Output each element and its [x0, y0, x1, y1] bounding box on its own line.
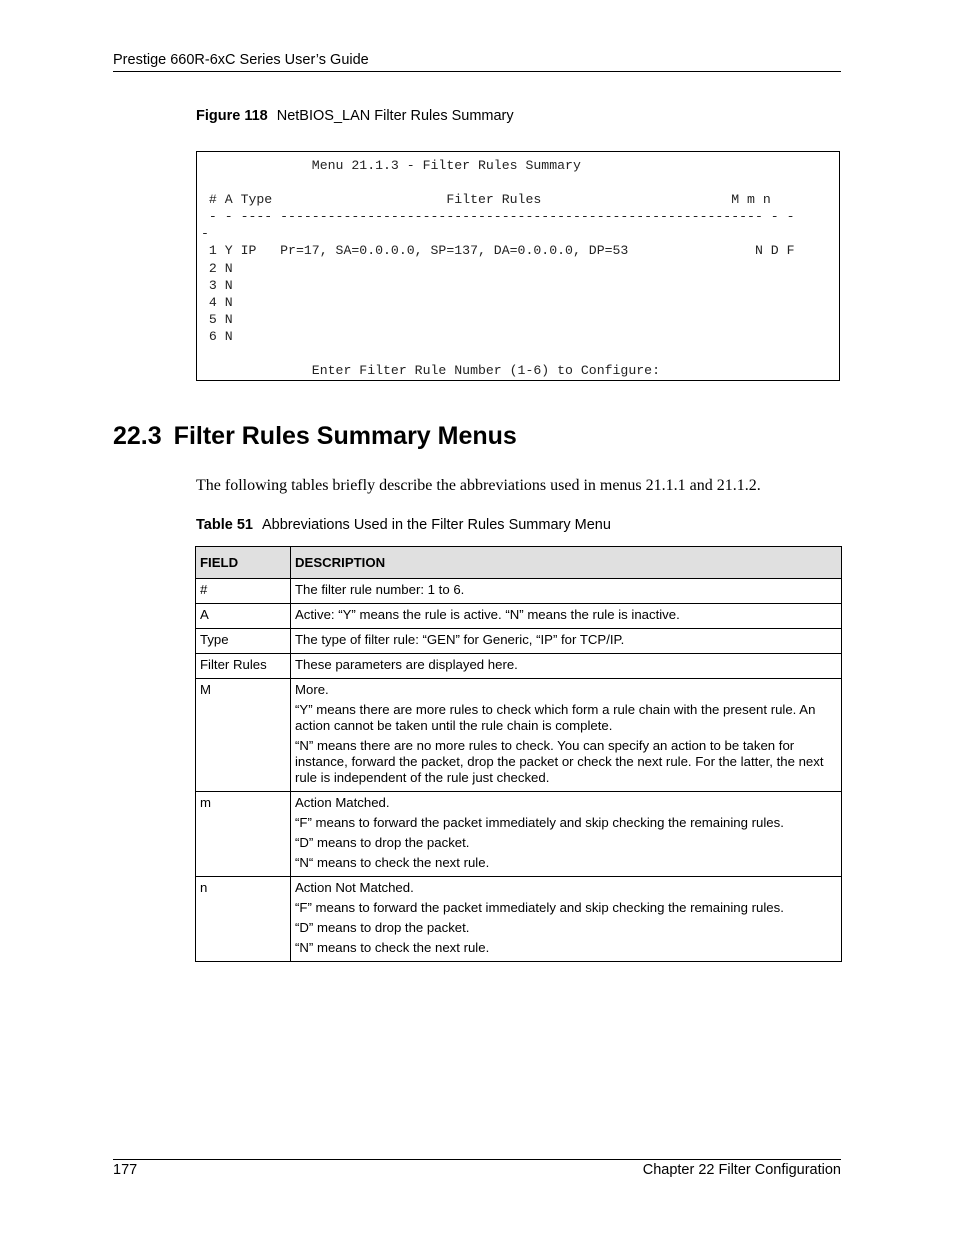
description-text: “D” means to drop the packet. [295, 920, 470, 935]
figure-caption [196, 108, 514, 124]
description-cell [291, 654, 842, 679]
description-text: “N” means to check the next rule. [295, 940, 490, 955]
description-column-header: DESCRIPTION [291, 547, 842, 579]
description-cell [291, 579, 842, 604]
table-row [196, 679, 842, 792]
field-cell: A [196, 604, 291, 629]
table-row [196, 579, 842, 604]
description-cell [291, 604, 842, 629]
description-text: Action Not Matched. [295, 880, 414, 895]
description-text: The type of filter rule: “GEN” for Generic, “IP” for TCP/IP. [295, 632, 625, 647]
description-cell [291, 877, 842, 962]
table-label: Table 51 [196, 517, 253, 533]
field-cell: # [196, 579, 291, 604]
description-cell [291, 679, 842, 792]
table-header-row [196, 547, 842, 579]
table-title: Abbreviations Used in the Filter Rules Summary Menu [261, 517, 611, 533]
description-text: “Y” means there are more rules to check which form a rule chain with the present rule. An action cannot be taken until the rule chain is complete. [295, 702, 816, 733]
terminal-screen [196, 151, 840, 381]
table-row [196, 654, 842, 679]
description-cell [291, 629, 842, 654]
figure-label: Figure 118 [196, 108, 268, 124]
section-heading [113, 422, 517, 451]
field-cell: Type [196, 629, 291, 654]
table-row [196, 792, 842, 877]
description-text: “D” means to drop the packet. [295, 835, 470, 850]
terminal-text: Menu 21.1.3 - Filter Rules Summary # A Type Filter Rules M m n - - ---- ------------------------------------------------------------- - - - 1 Y IP Pr=17, SA=0.0.0.0, SP=137, DA=0.0.0.0, DP=53 N D F 2 N 3 N 4 N 5 N 6 N Enter Filter Rule Number (1-6) to Configure: [201, 158, 795, 379]
table-row [196, 877, 842, 962]
field-column-header: FIELD [196, 547, 291, 579]
section-title: Filter Rules Summary Menus [173, 422, 517, 450]
section-number: 22.3 [113, 422, 162, 450]
description-text: “F” means to forward the packet immediately and skip checking the remaining rules. [295, 815, 784, 830]
description-text: “N“ means to check the next rule. [295, 855, 490, 870]
field-cell: Filter Rules [196, 654, 291, 679]
page-number: 177 [113, 1162, 138, 1178]
table-caption [196, 517, 611, 533]
field-cell: M [196, 679, 291, 792]
field-cell: m [196, 792, 291, 877]
chapter-title: Chapter 22 Filter Configuration [642, 1162, 841, 1178]
description-text: The filter rule number: 1 to 6. [295, 582, 465, 597]
footer-divider [113, 1159, 841, 1160]
table-body [196, 579, 842, 962]
intro-paragraph: The following tables briefly describe the abbreviations used in menus 21.1.1 and 21.1.2. [196, 477, 761, 494]
running-header: Prestige 660R-6xC Series User’s Guide [113, 52, 369, 68]
table-row [196, 604, 842, 629]
header-divider [113, 71, 841, 72]
abbreviations-table [195, 546, 842, 962]
description-text: More. [295, 682, 329, 697]
description-text: These parameters are displayed here. [295, 657, 518, 672]
description-text: Active: “Y” means the rule is active. “N” means the rule is inactive. [295, 607, 680, 622]
description-text: “N” means there are no more rules to check. You can specify an action to be taken for instance, forward the packet, drop the packet or check the next rule. For the latter, the next rule is independent of the rule just checked. [295, 738, 824, 785]
description-text: “F” means to forward the packet immediately and skip checking the remaining rules. [295, 900, 784, 915]
figure-title: NetBIOS_LAN Filter Rules Summary [276, 108, 514, 124]
description-text: Action Matched. [295, 795, 390, 810]
field-cell: n [196, 877, 291, 962]
table-row [196, 629, 842, 654]
description-cell [291, 792, 842, 877]
